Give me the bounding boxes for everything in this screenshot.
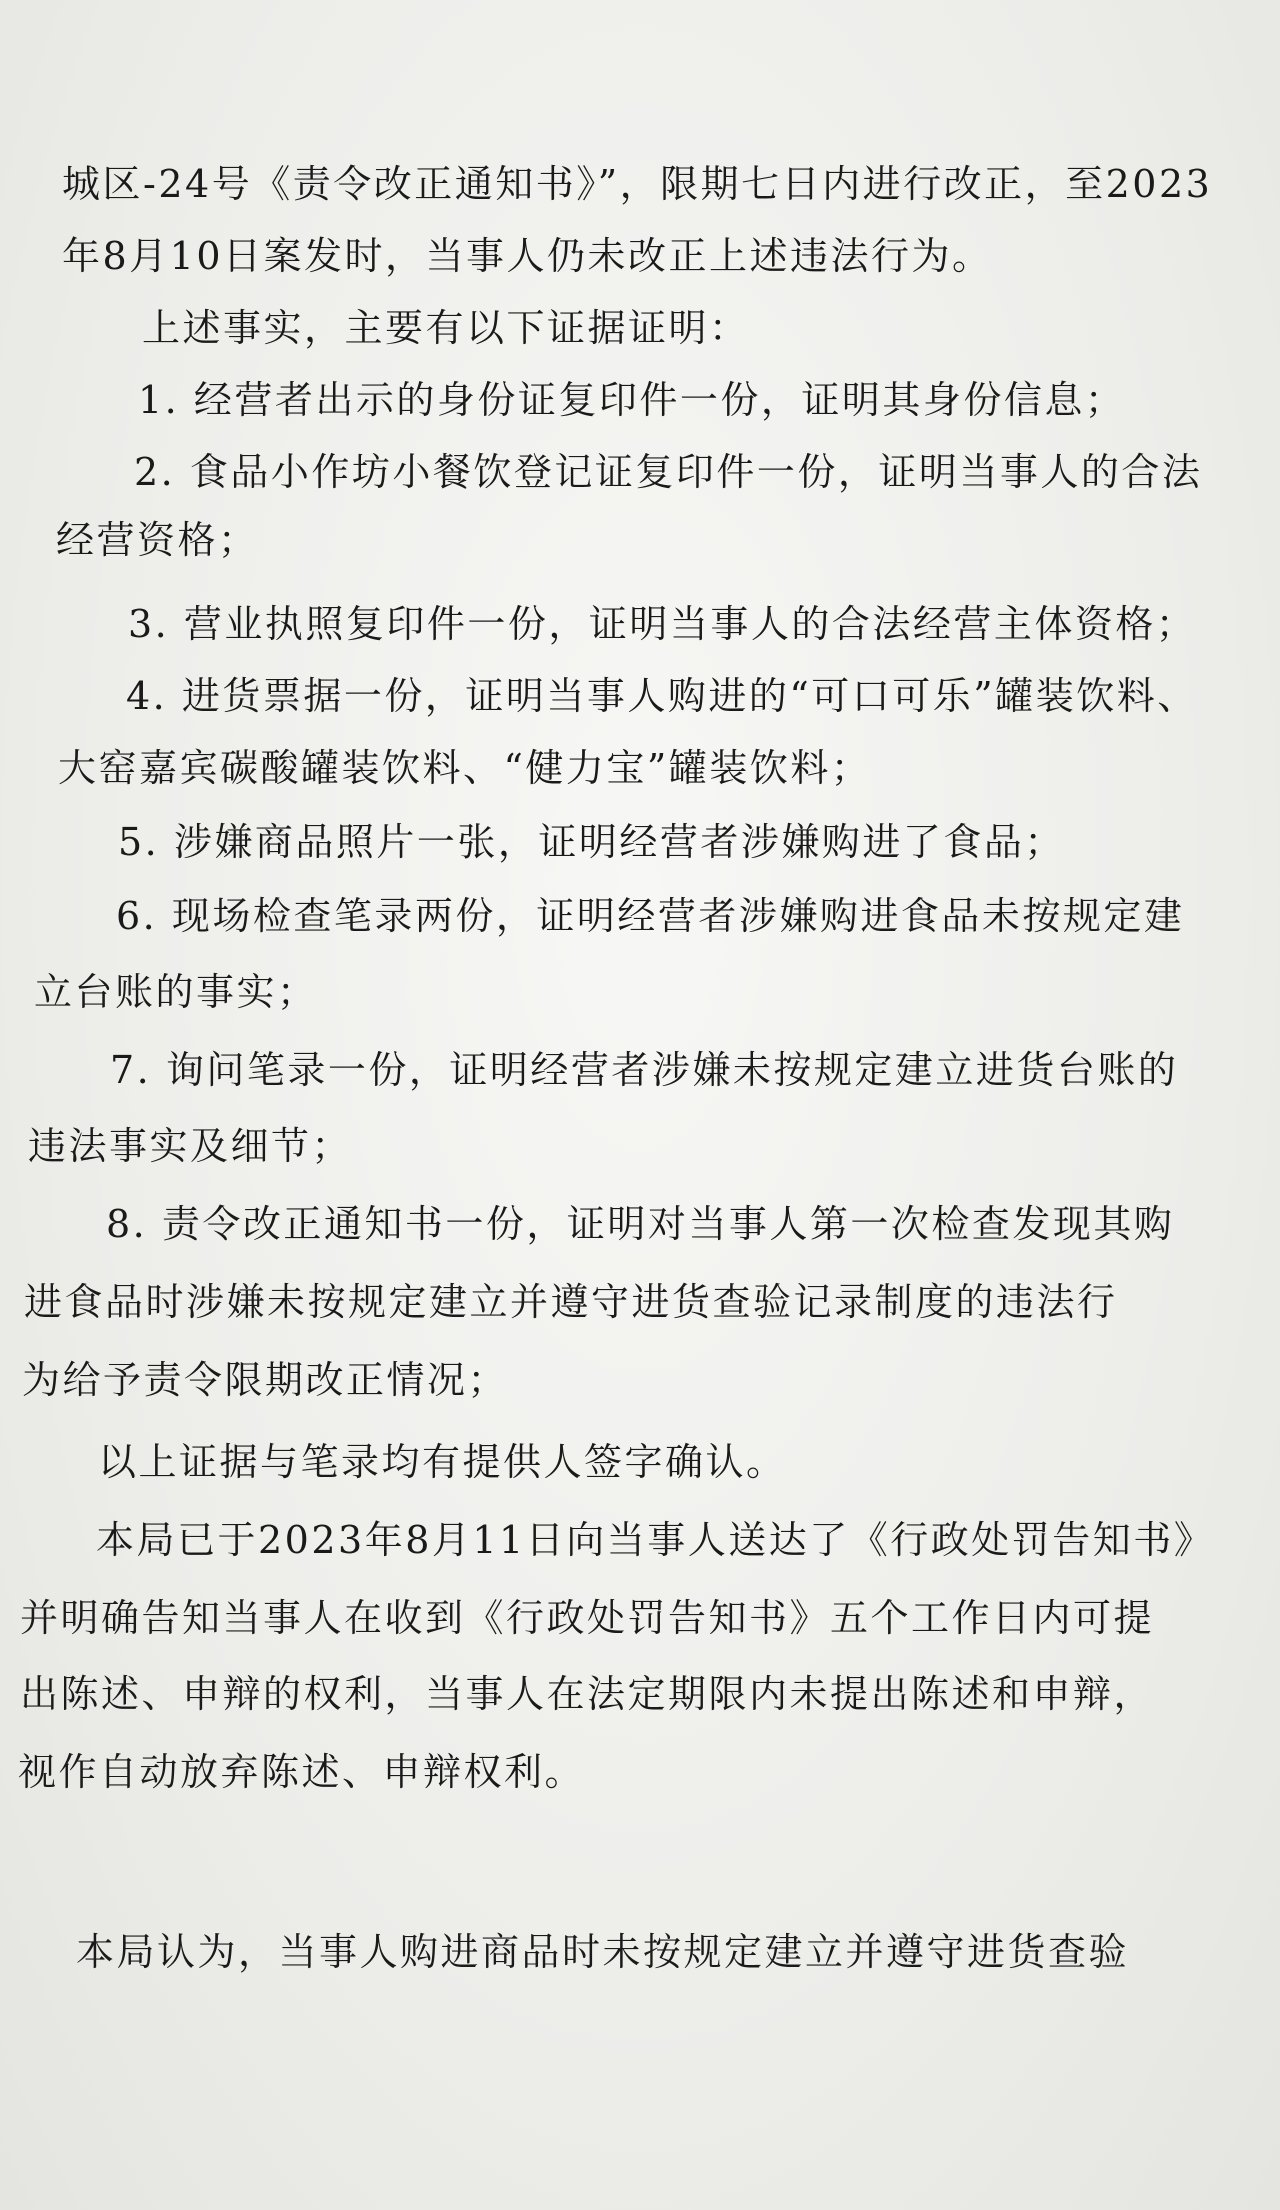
evidence-item: 3. 营业执照复印件一份，证明当事人的合法经营主体资格； — [128, 602, 1197, 646]
text-line: 视作自动放弃陈述、申辩权利。 — [18, 1750, 586, 1794]
text-line: 大窑嘉宾碳酸罐装饮料、“健力宝”罐装饮料； — [58, 746, 872, 790]
evidence-item: 8. 责令改正通知书一份，证明对当事人第一次检查发现其购 — [106, 1202, 1175, 1246]
text-line: 进食品时涉嫌未按规定建立并遵守进货查验记录制度的违法行 — [24, 1280, 1118, 1324]
evidence-item: 7. 询问笔录一份，证明经营者涉嫌未按规定建立进货台账的 — [110, 1048, 1179, 1092]
text-line: 经营资格； — [56, 518, 259, 562]
text-line: 出陈述、申辩的权利，当事人在法定期限内未提出陈述和申辩， — [20, 1672, 1155, 1716]
evidence-item: 4. 进货票据一份，证明当事人购进的“可口可乐”罐装饮料、 — [126, 674, 1198, 718]
text-line: 为给予责令限期改正情况； — [22, 1358, 509, 1402]
evidence-item: 2. 食品小作坊小餐饮登记证复印件一份，证明当事人的合法 — [134, 450, 1203, 494]
evidence-item: 5. 涉嫌商品照片一张，证明经营者涉嫌购进了食品； — [118, 820, 1065, 864]
text-line: 并明确告知当事人在收到《行政处罚告知书》五个工作日内可提 — [20, 1596, 1155, 1640]
text-line: 违法事实及细节； — [28, 1124, 353, 1168]
text-line: 上述事实，主要有以下证据证明： — [142, 306, 750, 350]
evidence-item: 6. 现场检查笔录两份，证明经营者涉嫌购进食品未按规定建 — [116, 894, 1185, 938]
text-line: 城区-24号《责令改正通知书》”，限期七日内进行改正，至2023 — [62, 162, 1213, 206]
text-line: 以上证据与笔录均有提供人签字确认。 — [98, 1440, 787, 1484]
evidence-item: 1. 经营者出示的身份证复印件一份，证明其身份信息； — [138, 378, 1126, 422]
text-line: 年8月10日案发时，当事人仍未改正上述违法行为。 — [62, 234, 993, 278]
text-line: 本局已于2023年8月11日向当事人送达了《行政处罚告知书》 — [96, 1518, 1215, 1562]
text-line: 立台账的事实； — [34, 970, 318, 1014]
text-line: 本局认为，当事人购进商品时未按规定建立并遵守进货查验 — [76, 1930, 1130, 1974]
